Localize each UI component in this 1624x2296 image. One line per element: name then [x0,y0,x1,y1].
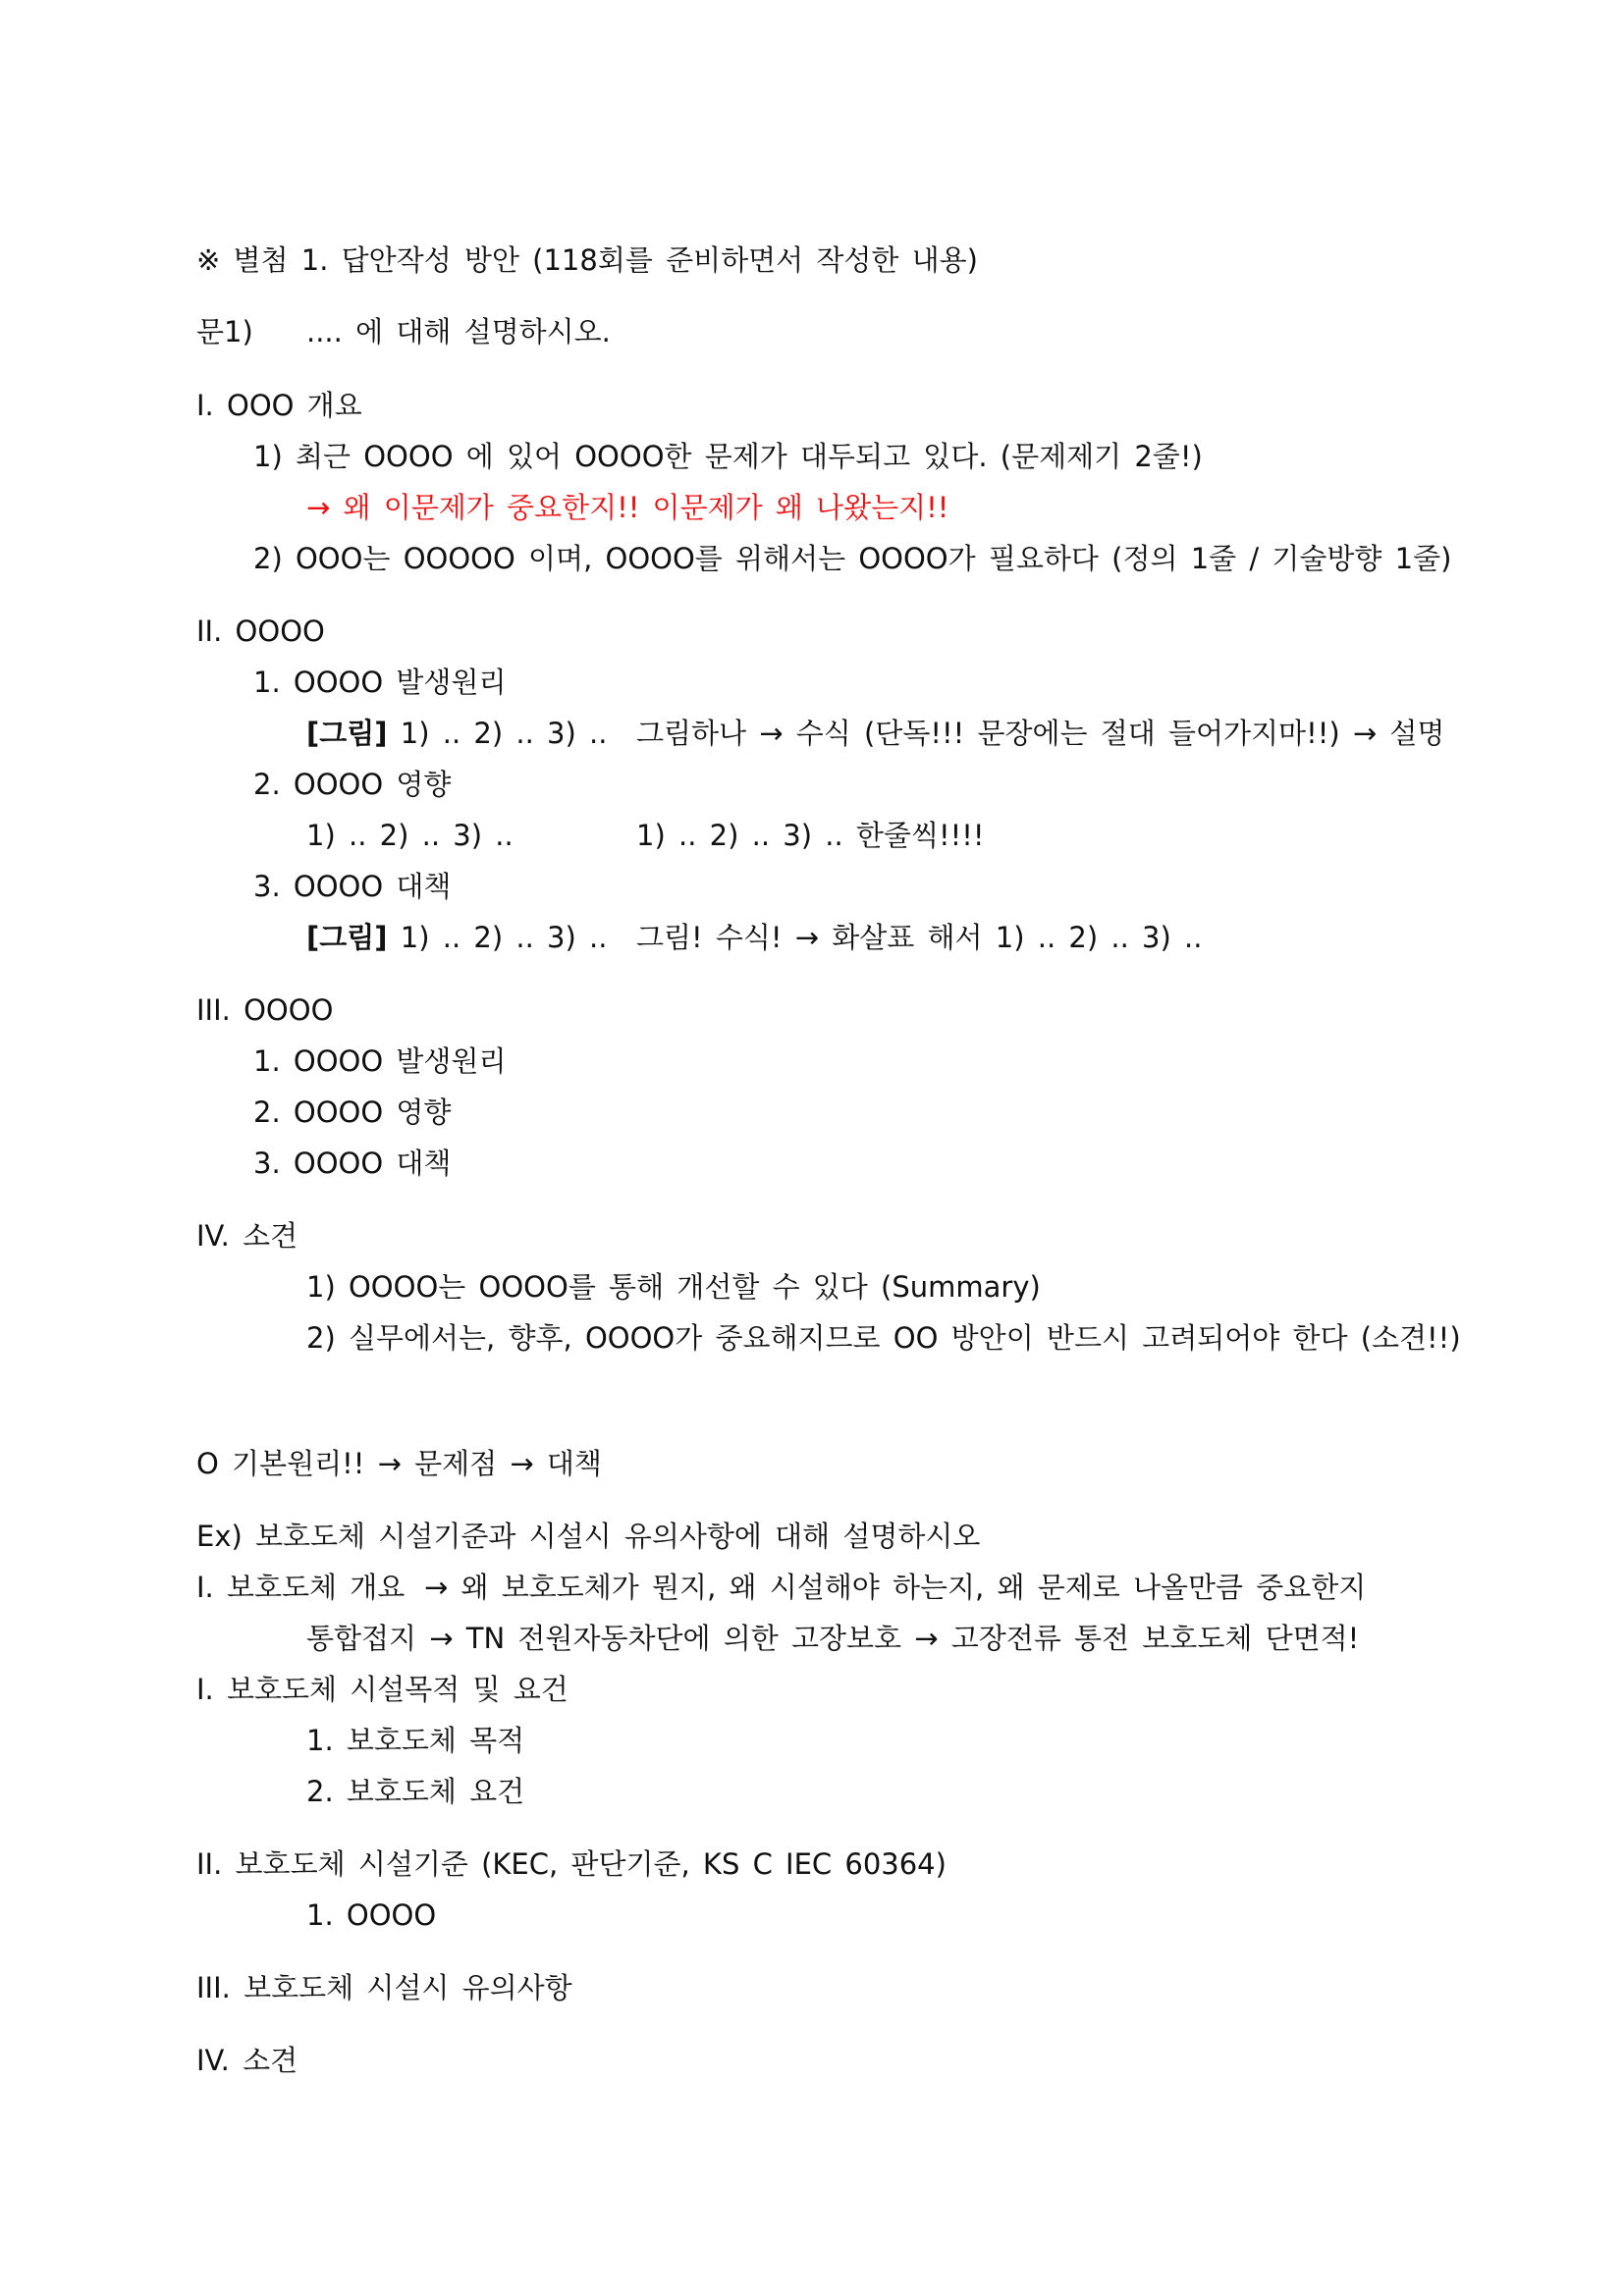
section-2-heading: II. OOOO [196,614,325,648]
example-section-2-item-1: 1. 보호도체 목적 [306,1724,525,1757]
document-title: ※ 별첨 1. 답안작성 방안 (118회를 준비하면서 작성한 내용) [196,243,978,277]
section-2-item-2: 2. OOOO 영향 [253,768,452,801]
section-1-item-1: 1) 최근 OOOO 에 있어 OOOO한 문제가 대두되고 있다. (문제제기 2줄!) [253,440,1203,473]
section-2-item-1: 1. OOOO 발생원리 [253,666,507,699]
section-4-item-1: 1) OOOO는 OOOO를 통해 개선할 수 있다 (Summary) [306,1270,1041,1304]
section-2-row-1-right: 그림하나 → 수식 (단독!!! 문장에는 절대 들어가지마!!) → 설명 [636,717,1445,750]
example-section-3-heading: II. 보호도체 시설기준 (KEC, 판단기준, KS C IEC 60364) [196,1847,947,1881]
figure-tag: [그림] [306,717,388,750]
example-section-1-note: → 왜 보호도체가 뭔지, 왜 시설해야 하는지, 왜 문제로 나올만큼 중요한지 [424,1571,1367,1604]
section-1-heading: I. OOO 개요 [196,389,362,422]
example-title: Ex) 보호도체 시설기준과 시설시 유의사항에 대해 설명하시오 [196,1520,981,1553]
section-2-row-2-right: 1) .. 2) .. 3) .. 한줄씩!!!! [636,819,985,852]
section-2-row-1-left [306,714,607,753]
question-label: 문1) [196,315,253,348]
question-text: .... 에 대해 설명하시오. [306,315,611,348]
section-3-item-3: 3. OOOO 대책 [253,1147,452,1180]
figure-tag: [그림] [306,921,388,954]
summary-line: O 기본원리!! → 문제점 → 대책 [196,1447,602,1480]
example-section-2-item-2: 2. 보호도체 요건 [306,1775,525,1808]
example-section-4-heading: III. 보호도체 시설시 유의사항 [196,1971,572,2004]
section-2-row-3-right: 그림! 수식! → 화살표 해서 1) .. 2) .. 3) .. [636,921,1203,954]
section-1-note: → 왜 이문제가 중요한지!! 이문제가 왜 나왔는지!! [306,491,949,524]
row-1-steps: 1) .. 2) .. 3) .. [387,717,608,750]
example-section-3-item-1: 1. OOOO [306,1898,437,1932]
section-3-item-1: 1. OOOO 발생원리 [253,1044,507,1078]
example-section-2-heading: I. 보호도체 시설목적 및 요건 [196,1673,568,1706]
section-1-item-2: 2) OOO는 OOOOO 이며, OOOO를 위해서는 OOOO가 필요하다 (정의 1줄 / 기술방향 1줄) [253,542,1452,575]
example-section-1-heading: I. 보호도체 개요 [196,1571,406,1604]
section-3-item-2: 2. OOOO 영향 [253,1095,452,1129]
section-2-item-3: 3. OOOO 대책 [253,870,452,903]
example-section-1-note-2: 통합접지 → TN 전원자동차단에 의한 고장보호 → 고장전류 통전 보호도체 단면적! [306,1622,1360,1655]
section-4-heading: IV. 소견 [196,1219,298,1253]
section-4-item-2: 2) 실무에서는, 향후, OOOO가 중요해지므로 OO 방안이 반드시 고려되어야 한다 (소견!!) [306,1321,1461,1355]
section-2-row-2-left: 1) .. 2) .. 3) .. [306,819,514,852]
example-section-5-heading: IV. 소견 [196,2044,298,2077]
section-2-row-3-left [306,918,607,957]
section-3-heading: III. OOOO [196,993,334,1027]
row-3-steps: 1) .. 2) .. 3) .. [387,921,608,954]
